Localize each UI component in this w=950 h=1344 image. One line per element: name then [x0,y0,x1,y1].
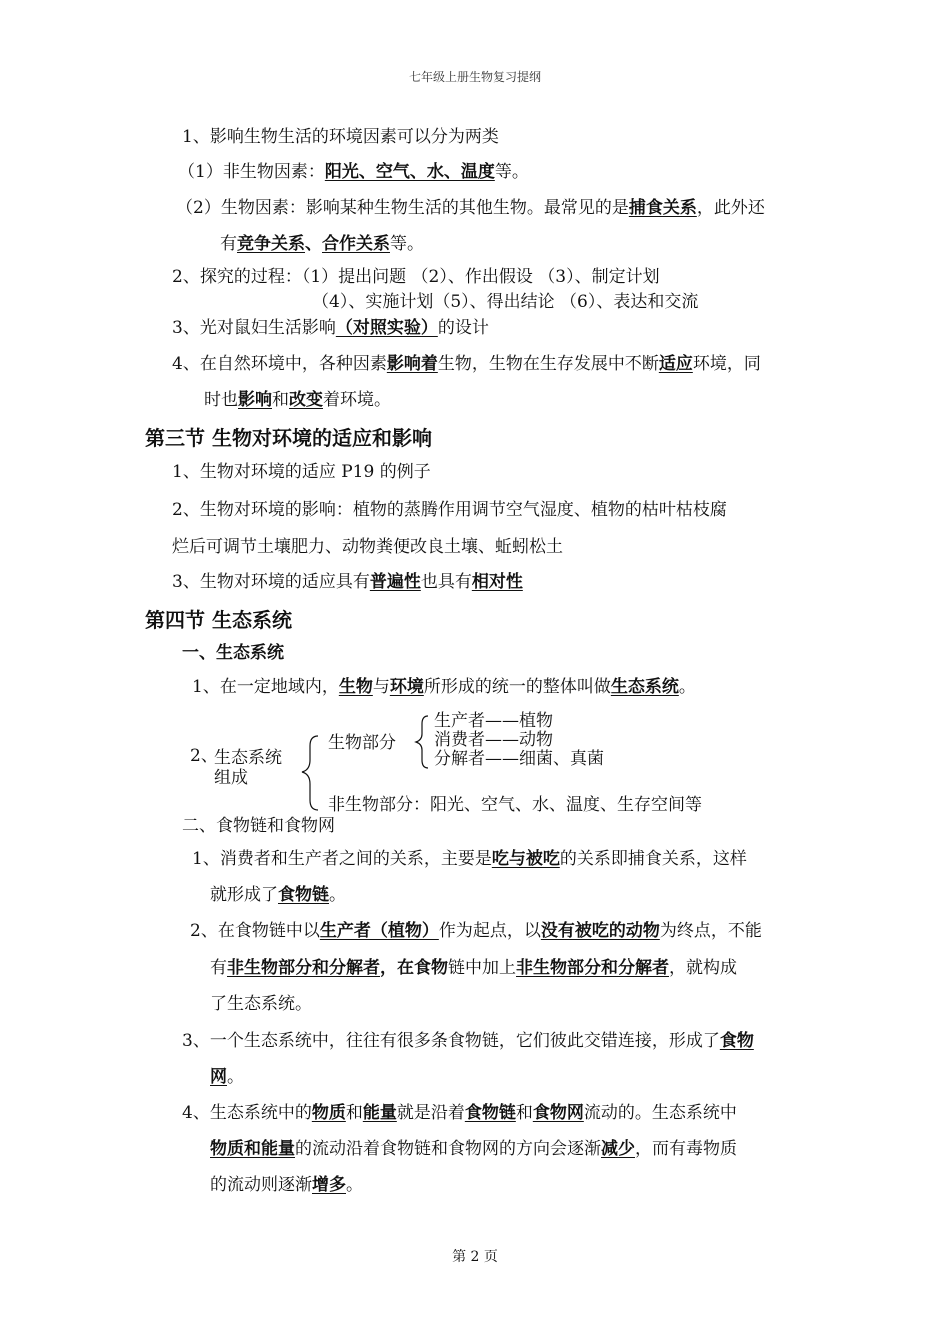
s3-point-2-cont: 烂后可调节土壤肥力、动物粪便改良土壤、蚯蚓松土 [172,537,563,557]
s4-food-web-3: 3、一个生态系统中，往往有很多条食物链，它们彼此交错连接，形成了食物 [182,1031,754,1051]
point-4-cont: 时也影响和改变着环境。 [204,390,391,410]
section-4-heading: 第四节 生态系统 [145,608,292,632]
s4-subheading-1: 一、生态系统 [182,643,284,663]
comp-biotic: 生物部分 [328,733,396,753]
point-2: 2、探究的过程：（1）提出问题 （2）、作出假设 （3）、制定计划 [172,267,660,287]
section-3-heading: 第三节 生物对环境的适应和影响 [145,426,432,450]
point-1-2: （2）生物因素：影响某种生物生活的其他生物。最常见的是捕食关系，此外还 [176,198,765,218]
s4-point-1: 1、在一定地域内，生物与环境所形成的统一的整体叫做生态系统。 [192,677,696,697]
point-1: 1、影响生物生活的环境因素可以分为两类 [182,127,499,147]
s4-food-chain-2-cont: 有非生物部分和分解者，在食物链中加上非生物部分和分解者，就构成 [210,958,737,978]
comp-number: 2、 [190,746,218,766]
s3-point-1: 1、生物对环境的适应 P19 的例子 [172,462,431,482]
s4-food-web-3-cont: 网。 [210,1067,244,1087]
s3-point-3: 3、生物对环境的适应具有普遍性也具有相对性 [172,572,523,592]
s4-flow-4-cont2: 的流动则逐渐增多。 [210,1175,363,1195]
comp-title-line2: 组成 [214,768,248,788]
s4-food-chain-2: 2、在食物链中以生产者（植物）作为起点，以没有被吃的动物为终点，不能 [190,921,762,941]
s4-flow-4: 4、生态系统中的物质和能量就是沿着食物链和食物网流动的。生态系统中 [182,1103,737,1123]
s4-food-chain-2-cont2: 了生态系统。 [210,994,312,1014]
s4-food-chain-1: 1、消费者和生产者之间的关系，主要是吃与被吃的关系即捕食关系，这样 [192,849,747,869]
point-1-1: （1）非生物因素：阳光、空气、水、温度等。 [178,162,529,182]
point-2-cont: （4）、实施计划（5）、得出结论 （6）、表达和交流 [312,292,699,312]
page-number: 第 2 页 [452,1249,498,1265]
comp-producer: 生产者——植物 [434,711,553,731]
comp-consumer: 消费者——动物 [434,730,553,750]
point-1-2-cont: 有竞争关系、合作关系等。 [220,234,424,254]
page-header: 七年级上册生物复习提纲 [408,70,541,84]
point-4: 4、在自然环境中，各种因素影响着生物，生物在生存发展中不断适应环境，同 [172,354,761,374]
outer-brace-icon [298,726,328,816]
comp-abiotic: 非生物部分：阳光、空气、水、温度、生存空间等 [328,795,702,815]
comp-decomposer: 分解者——细菌、真菌 [434,749,604,769]
comp-title-line1: 生态系统 [214,748,282,768]
s4-subheading-2: 二、食物链和食物网 [182,816,335,836]
inner-brace-icon [414,712,434,772]
s3-point-2: 2、生物对环境的影响：植物的蒸腾作用调节空气湿度、植物的枯叶枯枝腐 [172,500,727,520]
point-3: 3、光对鼠妇生活影响（对照实验）的设计 [172,318,489,338]
s4-food-chain-1-cont: 就形成了食物链。 [210,885,346,905]
s4-flow-4-cont: 物质和能量的流动沿着食物链和食物网的方向会逐渐减少，而有毒物质 [210,1139,737,1159]
